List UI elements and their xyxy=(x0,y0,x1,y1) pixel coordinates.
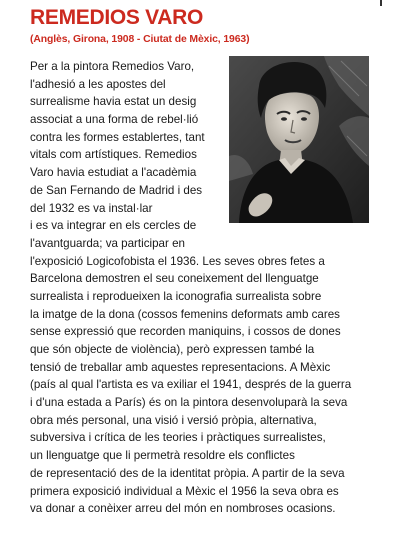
body-line: (país al qual l'artista es va exiliar el 1941, després de la guerra xyxy=(30,378,352,392)
body-line: associat a una forma de rebel·lió xyxy=(30,113,199,127)
body-line: l'avantguarda; va participar en xyxy=(30,236,185,250)
body-line: Varo havia estudiat a l'acadèmia xyxy=(30,166,197,180)
body-line: Barcelona demostren el seu coneixement del llenguatge xyxy=(30,272,319,286)
body-line: de San Fernando de Madrid i des xyxy=(30,183,203,197)
body-line: un llenguatge que li permetrà resoldre els conflictes xyxy=(30,449,295,463)
body-line: obra més personal, una visió i versió pròpia, alternativa, xyxy=(30,413,317,427)
body-line: primera exposició individual a Mèxic el 1956 la seva obra es xyxy=(30,484,339,498)
body-line: surrealisme havia estat un desig xyxy=(30,95,197,109)
body-line: surrealista i reprodueixen la iconografia surrealista sobre xyxy=(30,289,322,303)
body-line: i d'una estada a París) és on la pintora desenvoluparà la seva xyxy=(30,396,348,410)
body-line: tensió de treballar amb aquestes representacions. A Mèxic xyxy=(30,360,331,374)
body-line: Per a la pintora Remedios Varo, xyxy=(30,60,195,73)
body-line: i es va integrar en els cercles de xyxy=(30,219,197,233)
corner-mark xyxy=(380,0,382,6)
body-line: va donar a conèixer arreu del món en nombroses ocasions. xyxy=(30,502,336,516)
body-line: que són objecte de violència), però expressen també la xyxy=(30,343,315,356)
body-line: sense expressió que recorden maniquins, i cossos de dones xyxy=(30,325,341,339)
body-line: la imatge de la dona (cossos femenins deformats amb cares xyxy=(30,307,340,321)
body-line: de representació des de la identitat pròpia. A partir de la seva xyxy=(30,466,345,480)
body-line: subversiva i crítica de les teories i pràctiques surrealistes, xyxy=(30,431,326,445)
body-line: l'exposició Logicofobista el 1936. Les seves obres fetes a xyxy=(30,254,325,268)
body-line: l'adhesió a les apostes del xyxy=(30,77,166,91)
body-line: del 1932 es va instal·lar xyxy=(30,201,153,215)
body-line: contra les formes establertes, tant xyxy=(30,130,205,144)
page-subtitle: (Anglès, Girona, 1908 - Ciutat de Mèxic, 1963) xyxy=(30,34,250,45)
page-title: REMEDIOS VARO xyxy=(30,6,204,29)
biography-text xyxy=(30,58,380,518)
body-line: vitals com artístiques. Remedios xyxy=(30,148,197,162)
